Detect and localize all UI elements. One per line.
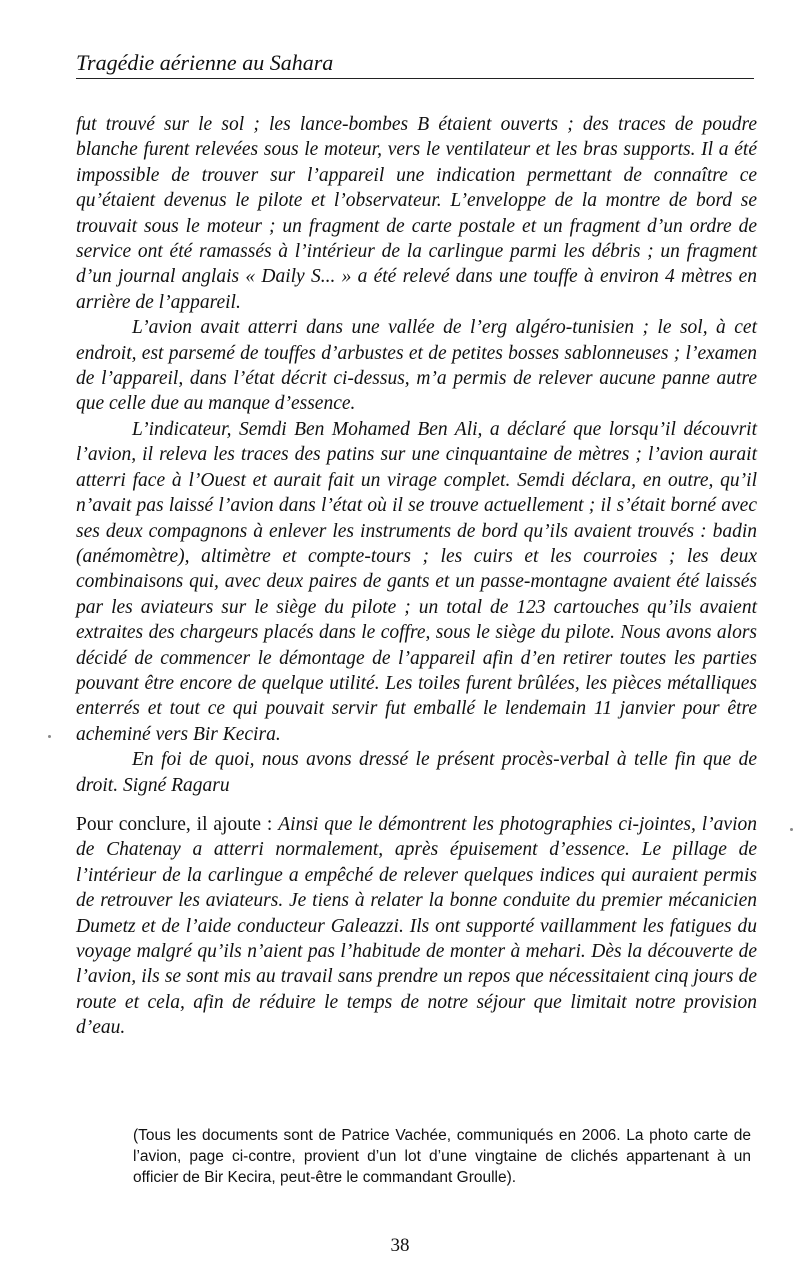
body-text [76, 112, 757, 1041]
scan-speck [790, 828, 793, 831]
scan-speck [48, 735, 51, 738]
paragraph-continuation: fut trouvé sur le sol ; les lance-bombes B étaient ouverts ; des traces de poudre blanche furent relevées sous le moteur, vers le ventilateur et les bras supports. Il a été impossible de trouver sur l’appareil une indication permettant de connaître ce qu’étaient devenus le pilote et l’observateur. L’enveloppe de la montre de bord se trouvait sous le moteur ; un fragment de carte postale et un fragment d’un ordre de service ont été ramassés à l’intérieur de la carlingue parmi les débris ; un fragment d’un journal anglais « Daily S... » a été relevé dans une touffe à environ 4 mètres en arrière de l’appareil. [76, 114, 757, 313]
running-header: Tragédie aérienne au Sahara [76, 50, 754, 79]
conclusion-lead: Pour conclure, il ajoute : [76, 813, 273, 835]
paragraph-conclusion [76, 812, 757, 1041]
photo-credit-note: (Tous les documents sont de Patrice Vachée, communiqués en 2006. La photo carte de l’avion, page ci-contre, provient d’un lot d’une vingtaine de clichés appartenant à un officier de Bir Kecira, peut-être le commandant Groulle). [133, 1127, 751, 1186]
paragraph-informant: L’indicateur, Semdi Ben Mohamed Ben Ali, a déclaré que lorsqu’il découvrit l’avion, il releva les traces des patins sur une cinquantaine de mètres ; l’avion aurait atterri face à l’Ouest et aurait fait un virage complet. Semdi déclara, en outre, qu’il n’avait pas laissé l’avion dans l’état où il se trouve actuellement ; il s’était borné avec ses deux compagnons à enlever les instruments de bord qu’ils avaient trouvés : badin (anémomètre), altimètre et compte-tours ; les cuirs et les courroies ; les deux combinaisons qui, avec deux paires de gants et un passe-montagne avaient été laissés par les aviateurs sur le siège du pilote ; un total de 123 cartouches qu’ils avaient extraites des chargeurs placés dans le coffre, sous le siège du pilote. Nous avons alors décidé de commencer le démontage de l’appareil afin d’en retirer toutes les parties pouvant être encore de quelque utilité. Les toiles furent brûlées, les pièces métalliques enterrés et tout ce qui pouvait servir fut emballé le lendemain 11 janvier pour être acheminé vers Bir Kecira. [76, 418, 757, 745]
paragraph-signature: En foi de quoi, nous avons dressé le présent procès-verbal à telle fin que de droit. Signé Ragaru [76, 749, 757, 796]
paragraph-landing-site: L’avion avait atterri dans une vallée de l’erg algéro-tunisien ; le sol, à cet endroit, est parsemé de touffes d’arbustes et de petites bosses sablonneuses ; l’examen de l’appareil, dans l’état décrit ci-dessus, m’a permis de relever aucune panne autre que celle due au manque d’essence. [76, 317, 757, 415]
conclusion-quote: Ainsi que le démontrent les photographies ci-jointes, l’avion de Chatenay a atterri normalement, après épuisement d’essence. Le pillage de l’intérieur de la carlingue a empêché de relever quelques indices qui auraient permis de retrouver les aviateurs. Je tiens à relater la bonne conduite du premier mécanicien Dumetz et de l’aide conducteur Galeazzi. Ils ont supporté vaillamment les fatigues du voyage malgré qu’ils n’aient pas l’habitude de monter à mehari. Dès la découverte de l’avion, ils se sont mis au travail sans prendre un repos que nécessitaient cinq jours de route et cela, afin de réduire le temps de notre séjour que limitait notre provision d’eau. [76, 813, 757, 1039]
page-number: 38 [390, 1235, 410, 1256]
